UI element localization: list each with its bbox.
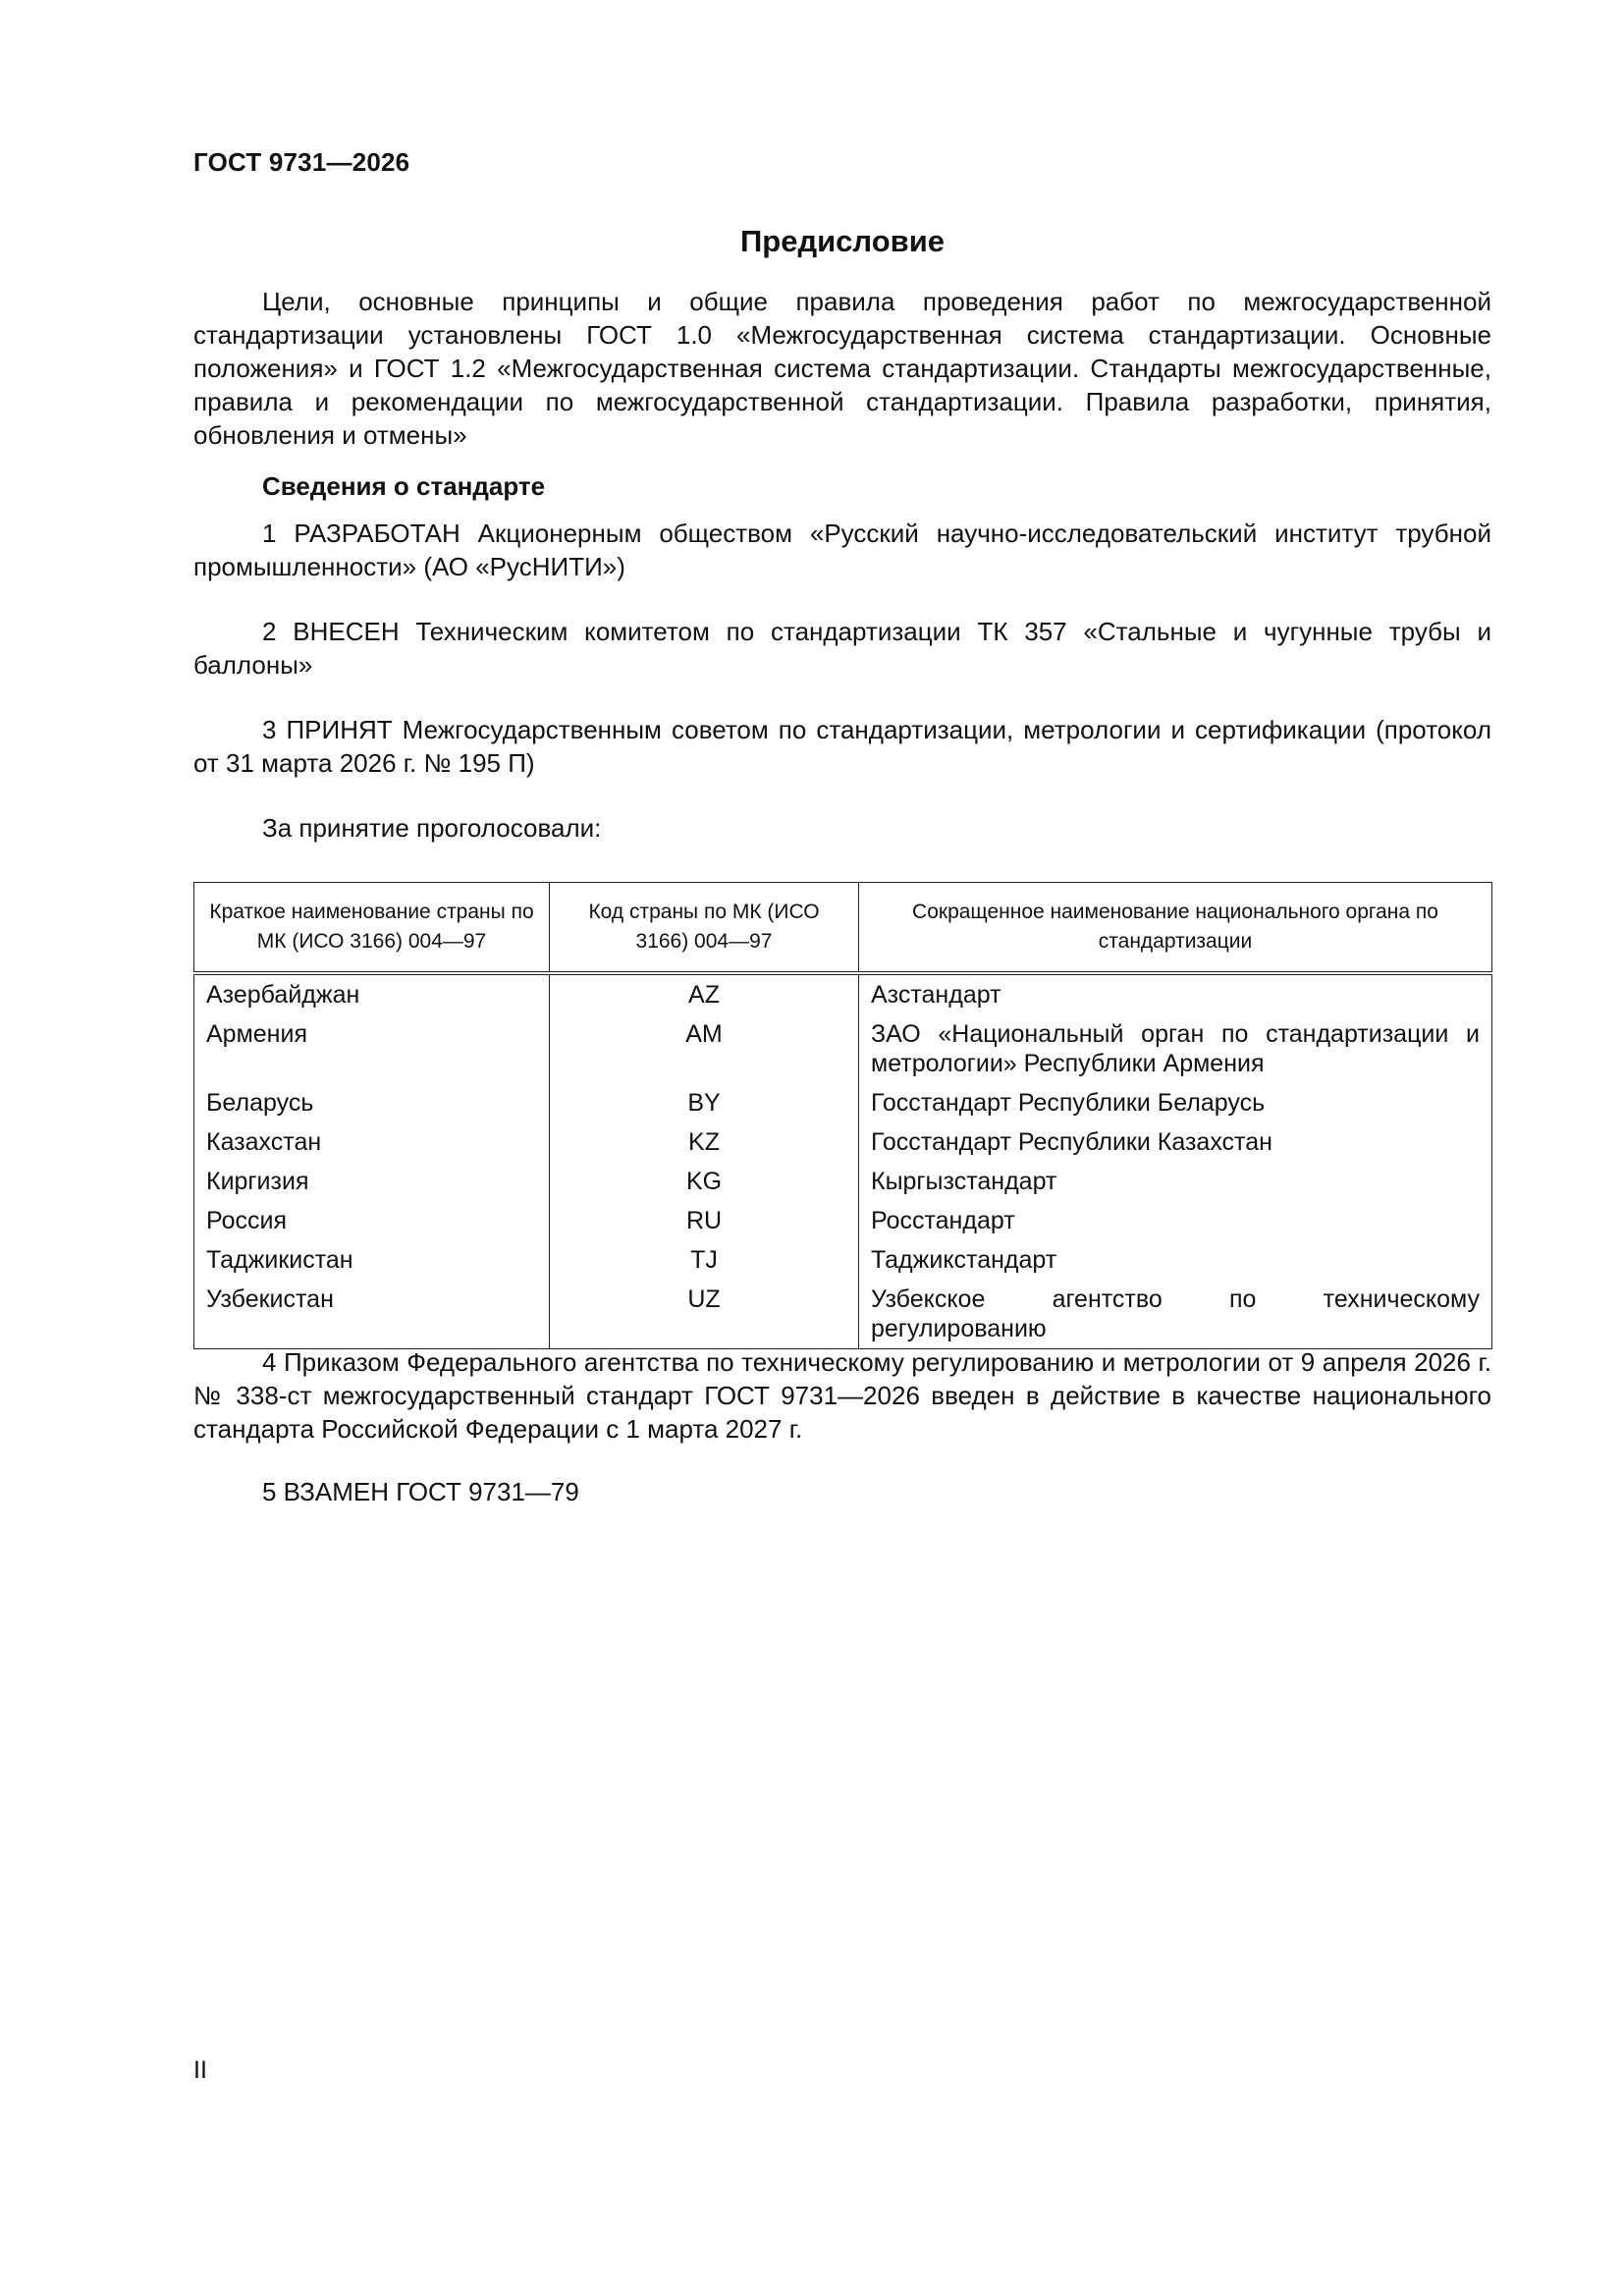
intro-paragraph: Цели, основные принципы и общие правила проведения работ по межгосударственной стандартизации установлены ГОСТ 1.0 «Межгосударственная система стандартизации. Основные положения» и ГОСТ 1.2 «Межгосударственная система стандартизации. Стандарты межгосударственные, правила и рекомендации по межгосударственной стандартизации. Правила разработки, принятия, обновления и отмены»: [193, 287, 1491, 450]
cell-country: Узбекистан: [194, 1280, 550, 1349]
cell-code: KZ: [550, 1122, 859, 1162]
cell-country: Армения: [194, 1014, 550, 1083]
cell-country: Киргизия: [194, 1162, 550, 1201]
cell-body: Госстандарт Республики Казахстан: [859, 1122, 1492, 1162]
cell-body: Кыргызстандарт: [859, 1162, 1492, 1201]
table-row: [194, 1014, 1492, 1083]
cell-country: Беларусь: [194, 1083, 550, 1122]
cell-code: BY: [550, 1083, 859, 1122]
item-developed: 1 РАЗРАБОТАН Акционерным обществом «Русский научно-исследовательский институт трубной промышленности» (АО «РусНИТИ»): [193, 519, 1491, 581]
cell-body: ЗАО «Национальный орган по стандартизации и метрологии» Республики Армения: [859, 1014, 1492, 1083]
cell-body: Госстандарт Республики Беларусь: [859, 1083, 1492, 1122]
page-title: Предисловие: [739, 224, 945, 258]
item-adopted: 3 ПРИНЯТ Межгосударственным советом по стандартизации, метрологии и сертификации (протокол от 31 марта 2026 г. № 195 П): [193, 715, 1491, 778]
cell-code: UZ: [550, 1280, 859, 1349]
header-country-code: Код страны по МК (ИСО 3166) 004—97: [550, 883, 859, 974]
header-standards-body: Сокращенное наименование национального органа по стандартизации: [859, 883, 1492, 974]
page-number: II: [193, 2056, 207, 2084]
section-heading: Сведения о стандарте: [262, 471, 546, 501]
cell-country: Россия: [194, 1201, 550, 1240]
table-row: [194, 1083, 1492, 1122]
item-replaces: 5 ВЗАМЕН ГОСТ 9731—79: [262, 1477, 579, 1506]
table-header-row: [194, 883, 1492, 974]
cell-country: Таджикистан: [194, 1240, 550, 1280]
table-row: [194, 1280, 1492, 1349]
cell-code: TJ: [550, 1240, 859, 1280]
voted-label: За принятие проголосовали:: [262, 813, 602, 843]
cell-country: Азербайджан: [194, 973, 550, 1014]
cell-body: Азстандарт: [859, 973, 1492, 1014]
table-row: [194, 1201, 1492, 1240]
voting-table: [193, 882, 1492, 1349]
table-row: [194, 973, 1492, 1014]
cell-body: Росстандарт: [859, 1201, 1492, 1240]
cell-code: AM: [550, 1014, 859, 1083]
item-enacted: 4 Приказом Федерального агентства по техническому регулированию и метрологии от 9 апреля 2026 г. № 338-ст межгосударственный стандарт ГОСТ 9731—2026 введен в действие в качестве национального стандарта Российской Федерации с 1 марта 2027 г.: [193, 1347, 1491, 1444]
item-introduced: 2 ВНЕСЕН Техническим комитетом по стандартизации ТК 357 «Стальные и чугунные трубы и баллоны»: [193, 617, 1491, 680]
cell-code: AZ: [550, 973, 859, 1014]
cell-country: Казахстан: [194, 1122, 550, 1162]
cell-code: KG: [550, 1162, 859, 1201]
header-country-name: Краткое наименование страны по МК (ИСО 3166) 004—97: [194, 883, 550, 974]
document-code: ГОСТ 9731—2026: [193, 147, 410, 177]
cell-body: Таджикстандарт: [859, 1240, 1492, 1280]
table-row: [194, 1122, 1492, 1162]
table-row: [194, 1162, 1492, 1201]
table-row: [194, 1240, 1492, 1280]
cell-code: RU: [550, 1201, 859, 1240]
cell-body: Узбекское агентство по техническому регулированию: [859, 1280, 1492, 1349]
